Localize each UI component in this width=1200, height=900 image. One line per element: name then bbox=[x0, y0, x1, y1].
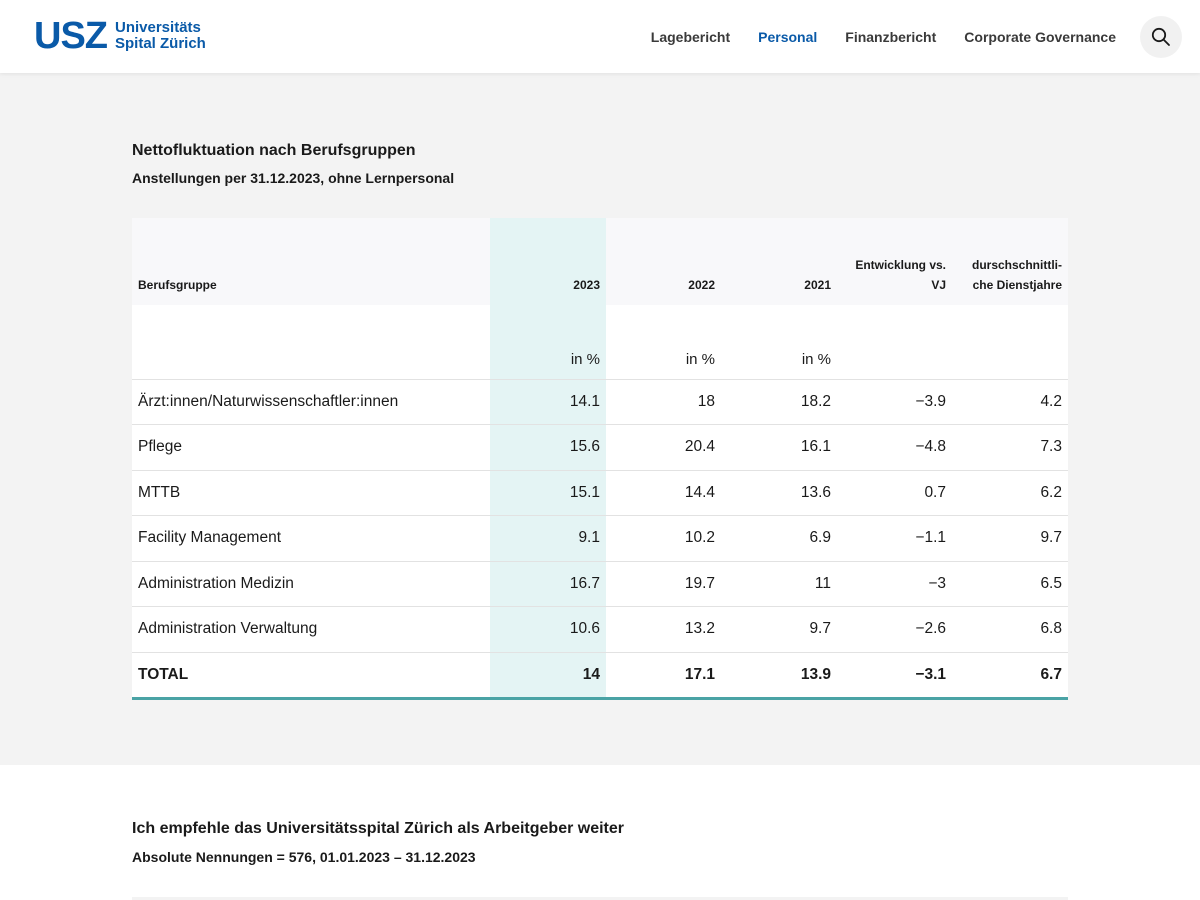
table-row bbox=[132, 607, 1068, 653]
total-entwicklung: −3.1 bbox=[837, 652, 952, 698]
header-2022: 2022 bbox=[606, 218, 721, 305]
cell-entwicklung: −3 bbox=[837, 561, 952, 607]
nav-lagebericht[interactable]: Lagebericht bbox=[650, 28, 731, 45]
section-title: Nettofluktuation nach Berufsgruppen bbox=[132, 142, 416, 159]
table-total-row bbox=[132, 652, 1068, 698]
table-row bbox=[132, 516, 1068, 562]
cell-2021: 9.7 bbox=[721, 607, 837, 653]
cell-2021: 16.1 bbox=[721, 425, 837, 471]
unit-empty bbox=[837, 305, 952, 379]
cell-2023: 10.6 bbox=[490, 607, 606, 653]
cell-entwicklung: −4.8 bbox=[837, 425, 952, 471]
cell-2023: 16.7 bbox=[490, 561, 606, 607]
search-icon bbox=[1151, 27, 1171, 47]
main-nav bbox=[651, 0, 1116, 73]
cell-2022: 10.2 bbox=[606, 516, 721, 562]
total-dienstjahre: 6.7 bbox=[952, 652, 1068, 698]
section-subtitle: Anstellungen per 31.12.2023, ohne Lernpersonal bbox=[132, 170, 455, 186]
cell-2023: 9.1 bbox=[490, 516, 606, 562]
header-entwicklung-line2: VJ bbox=[931, 278, 946, 292]
cell-2022: 13.2 bbox=[606, 607, 721, 653]
cell-2021: 18.2 bbox=[721, 379, 837, 425]
table-row bbox=[132, 470, 1068, 516]
cell-2022: 14.4 bbox=[606, 470, 721, 516]
cell-2022: 20.4 bbox=[606, 425, 721, 471]
cell-name: MTTB bbox=[132, 470, 490, 516]
header-berufsgruppe: Berufsgruppe bbox=[132, 218, 490, 305]
header-entwicklung bbox=[837, 218, 952, 305]
total-name: TOTAL bbox=[132, 652, 490, 698]
cell-dienstjahre: 6.8 bbox=[952, 607, 1068, 653]
header-2021: 2021 bbox=[721, 218, 837, 305]
cell-2022: 19.7 bbox=[606, 561, 721, 607]
unit-empty bbox=[132, 305, 490, 379]
table-row bbox=[132, 561, 1068, 607]
total-2023: 14 bbox=[490, 652, 606, 698]
cell-entwicklung: −2.6 bbox=[837, 607, 952, 653]
unit-empty bbox=[952, 305, 1068, 379]
cell-2021: 6.9 bbox=[721, 516, 837, 562]
unit-2022: in % bbox=[606, 305, 721, 379]
search-button[interactable] bbox=[1140, 16, 1182, 58]
cell-entwicklung: 0.7 bbox=[837, 470, 952, 516]
cell-dienstjahre: 6.2 bbox=[952, 470, 1068, 516]
total-2022: 17.1 bbox=[606, 652, 721, 698]
cell-2023: 15.6 bbox=[490, 425, 606, 471]
cell-name: Pflege bbox=[132, 425, 490, 471]
cell-dienstjahre: 9.7 bbox=[952, 516, 1068, 562]
cell-dienstjahre: 6.5 bbox=[952, 561, 1068, 607]
site-header bbox=[0, 0, 1200, 73]
header-entwicklung-line1: Entwicklung vs. bbox=[855, 258, 946, 272]
empfehlung-section bbox=[0, 765, 1200, 900]
cell-entwicklung: −3.9 bbox=[837, 379, 952, 425]
logo-line-1: Universitäts bbox=[115, 19, 201, 36]
cell-name: Administration Verwaltung bbox=[132, 607, 490, 653]
cell-name: Facility Management bbox=[132, 516, 490, 562]
cell-2021: 13.6 bbox=[721, 470, 837, 516]
unit-2021: in % bbox=[721, 305, 837, 379]
cell-dienstjahre: 7.3 bbox=[952, 425, 1068, 471]
cell-2023: 15.1 bbox=[490, 470, 606, 516]
nav-finanzbericht[interactable]: Finanzbericht bbox=[845, 28, 937, 45]
cell-name: Ärzt:innen/Naturwissenschaftler:innen bbox=[132, 379, 490, 425]
section2-title: Ich empfehle das Universitätsspital Zürich als Arbeitgeber weiter bbox=[132, 820, 625, 837]
logo-text bbox=[115, 20, 206, 52]
total-2021: 13.9 bbox=[721, 652, 837, 698]
cell-entwicklung: −1.1 bbox=[837, 516, 952, 562]
nav-personal[interactable]: Personal bbox=[758, 28, 818, 45]
table-row bbox=[132, 425, 1068, 471]
cell-2023: 14.1 bbox=[490, 379, 606, 425]
fluktuation-section bbox=[0, 73, 1200, 765]
logo-mark: USZ bbox=[34, 15, 107, 57]
table-row bbox=[132, 379, 1068, 425]
header-dienstjahre-line1: durschschnittli- bbox=[971, 258, 1062, 272]
cell-dienstjahre: 4.2 bbox=[952, 379, 1068, 425]
logo-line-2: Spital Zürich bbox=[115, 35, 206, 52]
unit-2023: in % bbox=[490, 305, 606, 379]
cell-2022: 18 bbox=[606, 379, 721, 425]
usz-logo[interactable] bbox=[34, 15, 206, 57]
cell-2021: 11 bbox=[721, 561, 837, 607]
table-unit-row bbox=[132, 305, 1068, 379]
header-dienstjahre bbox=[952, 218, 1068, 305]
cell-name: Administration Medizin bbox=[132, 561, 490, 607]
fluktuation-table bbox=[132, 218, 1068, 700]
nav-corporate-governance[interactable]: Corporate Governance bbox=[964, 28, 1116, 45]
section2-subtitle: Absolute Nennungen = 576, 01.01.2023 – 31.12.2023 bbox=[132, 849, 476, 865]
table-header-row bbox=[132, 218, 1068, 305]
header-2023: 2023 bbox=[490, 218, 606, 305]
header-dienstjahre-line2: che Dienstjahre bbox=[972, 278, 1062, 292]
